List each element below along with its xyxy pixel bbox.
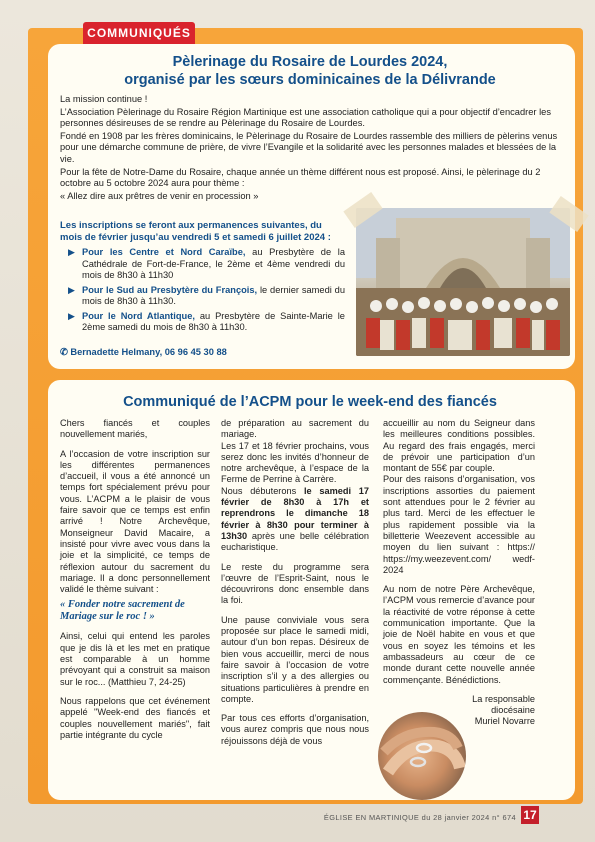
article2-column-3 <box>383 418 535 728</box>
article2-column-2 <box>221 418 369 755</box>
signature-role: diocésaine <box>491 705 535 716</box>
basilica-illustration <box>356 208 570 356</box>
intro-paragraph: La mission continue ! <box>60 94 148 104</box>
col3-paragraph: Au nom de notre Père Archevêque, l’ACPM vous remercie d’avance pour la réactivité de votre réponse à cette communication importante. Que la joie de Noël habite en vous et que vous en soyez les témoins et les ambassadeurs au cœur de ce monde durant cette nouvelle année commençante. Bénédictions. <box>383 584 535 685</box>
page-number: 17 <box>521 806 539 824</box>
dates-pre: Nous débuterons <box>221 485 297 496</box>
article1-title-line2: organisé par les sœurs dominicaines de la Délivrande <box>124 72 496 88</box>
item-bold: Pour les Centre et Nord Caraïbe, <box>82 247 246 257</box>
intro-paragraph: Pour la fête de Notre-Dame du Rosaire, chaque année un thème différent nous est proposé. Ainsi, le pèlerinage du 2 octobre au 5 octobre 2024 aura pour thème : <box>60 166 541 189</box>
inscription-item <box>60 311 345 334</box>
col1-quote: « Fonder notre sacrement de Mariage sur le roc ! » <box>60 599 185 623</box>
col2-paragraph: Les 17 et 18 février prochains, vous serez donc les invités d’honneur de notre archevêque, à l’espace de la Ferme de Perrine à Carrère. <box>221 440 369 485</box>
wedding-rings-photo <box>378 712 466 800</box>
inscription-item <box>60 247 345 282</box>
article2-column-1 <box>60 418 210 749</box>
item-text: au Presbytère de Sainte-Marie le 2ème samedi du mois de 8h30 à 11h30. <box>82 310 345 332</box>
inscriptions-heading: Les inscriptions se feront aux permanences suivantes, du mois de février jusqu’au vendredi 5 et samedi 6 juillet 2024 : <box>60 220 331 243</box>
col2-dates-paragraph <box>221 486 369 554</box>
intro-paragraph: Fondé en 1908 par les frères dominicains, le Pèlerinage du Rosaire de Lourdes rassemble des milliers de pèlerins venus pour une démarche commune de prière, de vivre l’Evangile et la solidarité avec les personnes malades et blessées de la vie. <box>60 130 558 164</box>
dates-bold: le samedi 17 février de 8h30 à 17h et reprendrons le dimanche 18 février à 8h30 pour terminer à 13h30 <box>221 485 370 541</box>
col2-paragraph: Une pause conviviale vous sera proposée sur place le samedi midi, autour d’un bon repas. Désireux de bien vous accueillir, merci de nous faire savoir à l’occasion de votre inscription s’il y a des allergies ou situations particulières à prendre en compte. <box>221 614 369 704</box>
item-bold: Pour le Nord Atlantique, <box>82 310 195 321</box>
article1-intro <box>60 94 570 203</box>
col1-paragraph: Nous rappelons que cet événement appelé "Week-end des fiancés et couples nouvellement mariés", fait partie intégrante du cycle <box>60 695 210 740</box>
pilgrims-group-photo <box>356 208 570 356</box>
article2-title: Communiqué de l’ACPM pour le week-end des fiancés <box>123 394 497 410</box>
arrow-right-icon: ▶ <box>68 310 75 321</box>
item-bold: Pour le Sud au Presbytère du François, <box>82 284 258 295</box>
col2-paragraph: Le reste du programme sera l’œuvre de l’Esprit-Saint, nous le découvrirons donc ensemble dans la foi. <box>221 561 369 606</box>
inscription-item <box>60 285 345 308</box>
col1-paragraph: Ainsi, celui qui entend les paroles que je dis là et les met en pratique est comparable à un homme prévoyant qui a construit sa maison sur le roc... (Matthieu 7, 24-25) <box>60 631 210 687</box>
contact-line: ✆ Bernadette Helmany, 06 96 45 30 88 <box>60 347 227 357</box>
article1-title-line1: Pèlerinage du Rosaire de Lourdes 2024, <box>172 54 448 70</box>
inscriptions-block <box>60 220 345 337</box>
col1-paragraph: Chers fiancés et couples nouvellement mariés, <box>60 418 210 440</box>
item-text: au Presbytère de la Cathédrale de Fort-de-France, le 2ème et 4ème vendredi du mois de 8h30 à 11h30 <box>82 247 346 280</box>
section-tab <box>83 22 195 44</box>
col2-paragraph: de préparation au sacrement du mariage. <box>221 418 369 440</box>
arrow-right-icon: ▶ <box>68 247 75 257</box>
col3-paragraph: Pour des raisons d’organisation, vos inscriptions assorties du paiement sont attendues pour le 2 février au plus tard. Merci de les effectuer le plus rapidement possible via la billetterie Weezevent accessible au moyen du lien suivant : https:// https://my.weezevent.com/ wedf-2024 <box>383 474 535 575</box>
rings-illustration <box>378 712 466 800</box>
dates-post: après une belle célébration eucharistique. <box>221 530 370 553</box>
col3-paragraph: accueillir au nom du Seigneur dans les meilleures conditions possibles. Au regard des frais engagés, merci de prévoir une participation d’un montant de 55€ par couple. <box>383 418 535 474</box>
signature-role: La responsable <box>472 693 535 704</box>
article1-title <box>60 53 560 89</box>
item-text: le dernier samedi du mois de 8h30 à 11h30. <box>82 284 345 306</box>
col2-paragraph: Par tous ces efforts d’organisation, vous aurez compris que nous nous réjouissons déjà de vous <box>221 713 369 746</box>
col1-paragraph: A l’occasion de votre inscription sur les différentes permanences d’accueil, il vous a été annoncé un temps fort spécialement prévu pour vous. L’ACPM a le plaisir de vous faire savoir que ce temps est enfin arrivé ! Notre Archevêque, Monseigneur David Macaire, a insisté pour vivre avec vous dans la joie et la simplicité, ce temps de réflexion autour du sacrement du mariage. Il a donc personnellement validé le thème suivant : <box>60 448 210 595</box>
intro-theme: « Allez dire aux prêtres de venir en procession » <box>60 190 259 201</box>
section-label: COMMUNIQUÉS <box>87 26 191 40</box>
signature-name: Muriel Novarre <box>474 716 535 727</box>
footer-info: ÉGLISE EN MARTINIQUE du 28 janvier 2024 n° 674 <box>323 813 516 822</box>
arrow-right-icon: ▶ <box>68 284 75 295</box>
intro-paragraph: L’Association Pèlerinage du Rosaire Région Martinique est une association catholique qui a pour objectif d’encadrer les personnes désireuses de se rendre au Pèlerinage du Rosaire de Lourdes. <box>60 106 551 129</box>
